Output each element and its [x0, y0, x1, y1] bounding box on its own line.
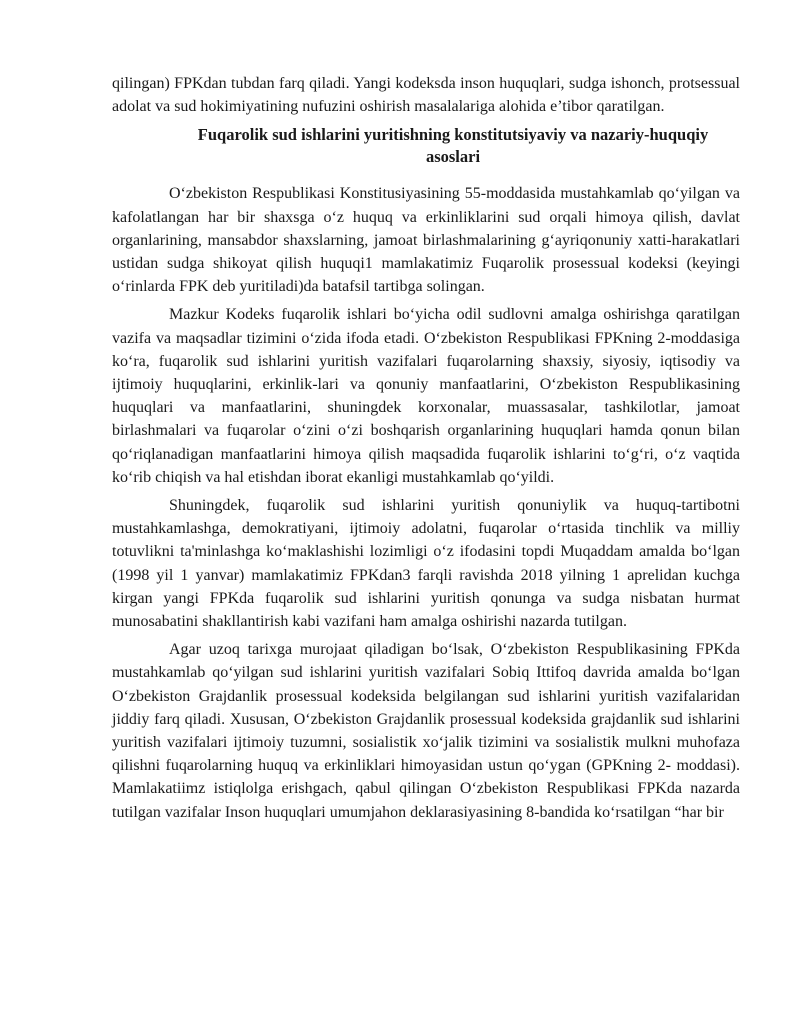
paragraph-constitution: O‘zbekiston Respublikasi Konstitusiyasining 55-moddasida mustahkamlab qo‘yilgan va kafolatlangan har bir shaxsga o‘z huquq va erkinliklarini sud orqali himoya qilish, davlat organlarining, mansabdor shaxslarning, jamoat birlashmalarining g‘ayriqonuniy xatti-harakatlari ustidan sudga shikoyat qilish huquqi1 mamlakatimiz Fuqarolik prosessual kodeksi (keyingi o‘rinlarda FPK deb yuritiladi)da batafsil tartibga solingan. [112, 185, 740, 296]
section-heading-line1: Fuqarolik sud ishlarini yuritishning konstitutsiyaviy va nazariy-huquqiy [197, 125, 709, 145]
section-heading [112, 124, 740, 168]
paragraph-legality: Shuningdek, fuqarolik sud ishlarini yuritish qonuniylik va huquq-tartibotni mustahkamlashga, demokratiyani, ijtimoiy adolatni, fuqarolar o‘rtasida tinchlik va milliy totuvlikni ta'minlashga ko‘maklashishi lozimligi o‘z ifodasini topdi Muqaddam amalda bo‘lgan (1998 yil 1 yanvar) mamlakatimiz FPKdan3 farqli ravishda 2018 yilning 1 aprelidan kuchga kirgan yangi FPKda fuqarolik sud ishlarini yuritish qonunga va sudga nisbatan hurmat munosabatini shakllantirish kabi vazifani ham amalga oshirishi nazarda tutilgan. [112, 497, 740, 631]
paragraph-code-tasks: Mazkur Kodeks fuqarolik ishlari bo‘yicha odil sudlovni amalga oshirishga qaratilgan vazifa va maqsadlar tizimini o‘zida ifoda etadi. O‘zbekiston Respublikasi FPKning 2-moddasiga ko‘ra, fuqarolik sud ishlarini yuritish vazifalari fuqarolarning shaxsiy, siyosiy, iqtisodiy va ijtimoiy huquqlarini, erkinlik-lari va qonuniy manfaatlarini, O‘zbekiston Respublikasining huquqlari va manfaatlarini, shuningdek korxonalar, muassasalar, tashkilotlar, jamoat birlashmalari va fuqarolar o‘zini o‘zi boshqarish organlarining huquqlari hamda qonun bilan qo‘riqlanadigan manfaatlarini himoya qilish maqsadida fuqarolik ishlarini to‘g‘ri, o‘z vaqtida ko‘rib chiqish va hal etishdan iborat ekanligi mustahkamlab qo‘yildi. [112, 306, 740, 486]
paragraph-intro: qilingan) FPKdan tubdan farq qiladi. Yangi kodeksda inson huquqlari, sudga ishonch, protsessual adolat va sud hokimiyatining nufuzini oshirish masalalariga alohida e’tibor qaratilgan. [112, 75, 740, 116]
section-heading-line2: asoslari [425, 147, 481, 167]
paragraph-history: Agar uzoq tarixga murojaat qiladigan bo‘lsak, O‘zbekiston Respublikasining FPKda mustahkamlab qo‘yilgan sud ishlarini yuritish vazifalari Sobiq Ittifoq davrida amalda bo‘lgan O‘zbekiston Grajdanlik prosessual kodeksida belgilangan sud ishlarini yuritish vazifalaridan jiddiy farq qiladi. Xususan, O‘zbekiston Grajdanlik prosessual kodeksida grajdanlik sud ishlarini yuritish vazifalari ijtimoiy tuzumni, sosialistik xo‘jalik tizimini va sosialistik mulkni muhofaza qilishni fuqarolarning huquq va erkinliklari himoyasidan ustun qo‘ygan (GPKning 2- moddasi). Mamlakatiimz istiqlolga erishgach, qabul qilingan O‘zbekiston Respublikasi FPKda nazarda tutilgan vazifalar Inson huquqlari umumjahon deklarasiyasining 8-bandida ko‘rsatilgan “har bir [112, 641, 740, 821]
document-page [112, 72, 740, 829]
